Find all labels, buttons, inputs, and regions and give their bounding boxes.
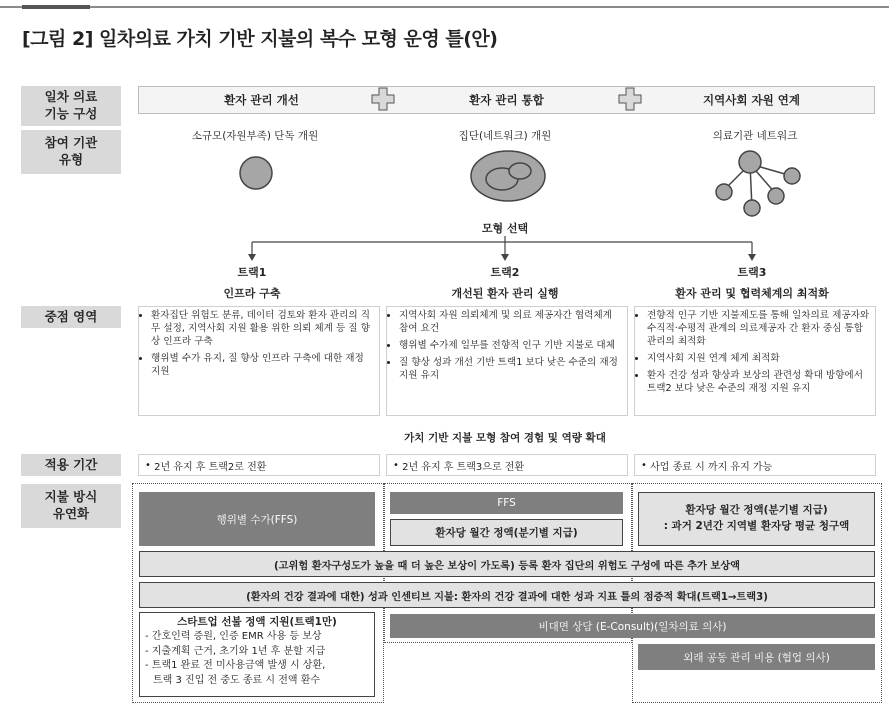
ffs-track2-box: FFS: [390, 492, 623, 514]
focus-item: • 환자 건강 성과 향상과 보상의 관련성 확대 방향에서 트랙2 보다 낮은 수준의 재정 지원 유지: [647, 370, 871, 396]
monthly-track2-box: 환자당 월간 정액(분기별 지급): [390, 519, 623, 546]
focus-box-track1: [138, 306, 380, 416]
startup-item: - 지출계획 근거, 초기와 1년 후 분할 지급: [145, 645, 326, 657]
monthly-track3-line1: 환자당 월간 정액(분기별 지급): [685, 504, 828, 517]
track-desc: 인프라 구축: [223, 287, 281, 300]
function-item: 환자 관리 개선: [224, 93, 299, 107]
startup-item: - 트랙1 완료 전 미사용금액 발생 시 상환,: [145, 660, 326, 672]
participant-type: 의료기관 네트워크: [712, 130, 798, 142]
startup-payment-box: [139, 612, 375, 697]
period-box-track3: • 사업 종료 시 까지 유지 가능: [634, 454, 876, 476]
row-label-function: 일차 의료 기능 구성: [21, 86, 121, 126]
row-label-payment: 지불 방식 유연화: [21, 484, 121, 528]
period-text: 2년 유지 후 트랙2로 전환: [154, 461, 267, 473]
focus-item: • 전향적 인구 기반 지불제도를 통해 일차의료 제공자와 수직적·수평적 관계의 의료제공자 간 환자 중심 통합 관리의 최적화: [647, 310, 871, 349]
track-name: 트랙1: [237, 266, 267, 279]
model-select-label: 모형 선택: [481, 222, 529, 235]
participant-type: 소규모(자원부족) 단독 개원: [191, 130, 319, 142]
ffs-track1-box: 행위별 수가(FFS): [139, 492, 375, 546]
plus-icon: [617, 86, 643, 112]
track-name: 트랙2: [490, 266, 520, 279]
track-desc: 환자 관리 및 협력체계의 최적화: [675, 287, 829, 300]
monthly-track3-line2: : 과거 2년간 지역별 환자당 평균 청구액: [663, 520, 850, 532]
focus-item: • 행위별 수가제 일부를 전향적 인구 기반 지불로 대체: [399, 340, 623, 353]
top-rule: [0, 6, 889, 8]
experience-label: 가치 기반 지불 모형 참여 경험 및 역량 확대: [404, 432, 606, 444]
function-item: 지역사회 자원 연계: [703, 93, 800, 107]
focus-box-track3: [634, 306, 876, 416]
period-text: 사업 종료 시 까지 유지 가능: [650, 461, 773, 473]
function-item: 환자 관리 통합: [469, 93, 544, 107]
period-box-track2: • 2년 유지 후 트랙3으로 전환: [386, 454, 628, 476]
figure-title: [그림 2] 일차의료 가치 기반 지불의 복수 모형 운영 틀(안): [22, 28, 498, 50]
row-label-participants: 참여 기관 유형: [21, 130, 121, 174]
risk-adjustment-box: (고위험 환자구성도가 높을 때 더 높은 보상이 가도록) 등록 환자 집단의 위험도 구성에 따른 추가 보상액: [139, 551, 875, 577]
period-text: 2년 유지 후 트랙3으로 전환: [402, 461, 525, 473]
econsult-box: 비대면 상담 (E-Consult)(일차의료 의사): [390, 614, 875, 638]
plus-icon: [370, 86, 396, 112]
focus-item: • 질 향상 성과 개선 기반 트랙1 보다 낮은 수준의 재정 지원 유지: [399, 357, 623, 383]
network-icon: [712, 146, 802, 218]
external-comanagement-box: 외래 공동 관리 비용 (협업 의사): [638, 644, 875, 670]
focus-item: • 지역사회 지원 연계 체계 최적화: [647, 353, 871, 366]
startup-title: 스타트업 선불 정액 지원(트랙1만): [177, 616, 337, 628]
monthly-track3-box: [638, 492, 875, 546]
focus-item: • 환자집단 위험도 분류, 데이터 검토와 환자 관리의 직무 설정, 지역사회 지원 활용 위한 의뢰 체계 등 질 향상 인프라 구축: [151, 310, 375, 349]
track-connector: [0, 236, 889, 262]
track-name: 트랙3: [737, 266, 767, 279]
startup-item: - 간호인력 증원, 인증 EMR 사용 등 보상: [145, 631, 322, 643]
performance-incentive-box: (환자의 건강 결과에 대한) 성과 인센티브 지불: 환자의 건강 결과에 대한 성과 지표 틀의 점증적 확대(트랙1→트랙3): [139, 582, 875, 608]
focus-item: • 지역사회 자원 의뢰체계 및 의료 제공자간 협력체계 참여 요건: [399, 310, 623, 336]
track-desc: 개선된 환자 관리 실행: [451, 287, 559, 300]
group-practice-icon: [468, 148, 548, 204]
single-practice-icon: [238, 155, 274, 191]
participant-type: 집단(네트워크) 개원: [458, 130, 552, 142]
focus-box-track2: [386, 306, 628, 416]
row-label-period: 적용 기간: [21, 454, 121, 476]
period-box-track1: • 2년 유지 후 트랙2로 전환: [138, 454, 380, 476]
row-label-focus: 중점 영역: [21, 306, 121, 328]
focus-item: • 행위별 수가 유지, 질 향상 인프라 구축에 대한 재정 지원: [151, 353, 375, 379]
top-rule-accent: [22, 5, 90, 9]
startup-item: 트랙 3 진입 전 중도 종료 시 전액 환수: [153, 674, 321, 686]
function-banner: [138, 86, 875, 114]
